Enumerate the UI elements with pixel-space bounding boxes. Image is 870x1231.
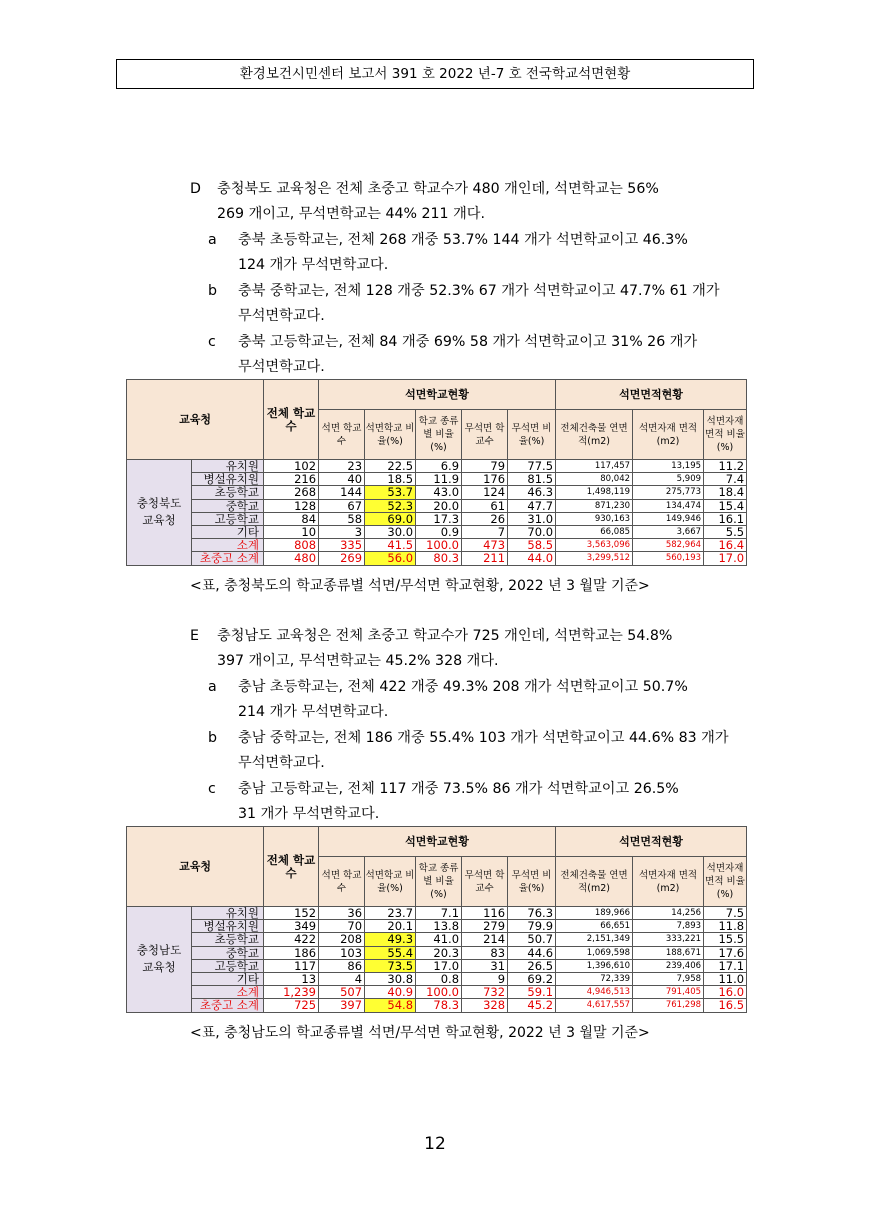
cell-asb-pct: 23.7 [365,907,416,920]
cell-non: 31 [462,959,508,972]
cell-total: 808 [264,539,319,552]
header-col: 무석면 비율(%) [508,857,556,907]
cell-asb: 23 [319,460,365,473]
category-cell: 기타 [192,526,264,539]
category-cell: 병설유치원 [192,920,264,933]
table-row [127,512,747,525]
cell-non: 9 [462,973,508,986]
header-asbestos-status: 석면학교현황 [319,827,556,857]
cell-non: 124 [462,486,508,499]
cell-type-pct: 0.9 [416,526,462,539]
cell-asb-area: 5,909 [633,473,704,486]
category-cell: 고등학교 [192,959,264,972]
table-row [127,486,747,499]
category-cell: 소계 [192,986,264,999]
cell-non: 116 [462,907,508,920]
chungbuk-table-caption: <표, 충청북도의 학교종류별 석면/무석면 학교현황, 2022 년 3 월말 기준> [190,578,650,594]
header-col: 석면자재 면적(m2) [633,410,704,460]
table-row [127,959,747,972]
header-edu-office: 교육청 [127,380,264,460]
cell-asb: 3 [319,526,365,539]
cell-asb: 397 [319,999,365,1012]
header-col: 석면 학교수 [319,857,365,907]
cell-type-pct: 17.3 [416,512,462,525]
section-d-item-b-marker: b [208,283,218,299]
cell-floor: 72,339 [556,973,633,986]
header-col: 학교 종류별 비율(%) [416,857,462,907]
cell-total: 725 [264,999,319,1012]
cell-asb-pct: 40.9 [365,986,416,999]
cell-type-pct: 100.0 [416,986,462,999]
table-row [127,907,747,920]
cell-non: 473 [462,539,508,552]
cell-asb-area: 188,671 [633,946,704,959]
cell-non-pct: 59.1 [508,986,556,999]
cell-floor: 871,230 [556,499,633,512]
cell-floor: 1,069,598 [556,946,633,959]
section-d-item-a-line1: 충북 초등학교는, 전체 268 개중 53.7% 144 개가 석면학교이고 46.3% [238,232,688,248]
cell-total: 349 [264,920,319,933]
region-cell [127,907,192,1013]
category-cell: 고등학교 [192,512,264,525]
header-asbestos-status: 석면학교현황 [319,380,556,410]
section-e-item-c-line2: 31 개가 무석면학교다. [238,806,380,822]
chungbuk-table [126,379,747,566]
section-d-line2: 269 개이고, 무석면학교는 44% 211 개다. [217,206,486,222]
header-col: 학교 종류별 비율(%) [416,410,462,460]
section-d-item-c-line2: 무석면학교다. [238,359,325,375]
cell-area-pct: 11.0 [704,973,747,986]
cell-asb: 36 [319,907,365,920]
cell-area-pct: 15.5 [704,933,747,946]
cell-asb-pct: 30.8 [365,973,416,986]
category-cell: 기타 [192,973,264,986]
header-col: 무석면 학교수 [462,857,508,907]
cell-asb: 67 [319,499,365,512]
cell-type-pct: 80.3 [416,552,462,565]
header-col: 석면자재 면적 비율(%) [704,857,747,907]
section-e-item-c-line1: 충남 고등학교는, 전체 117 개중 73.5% 86 개가 석면학교이고 26.5% [238,781,679,797]
page-number: 12 [424,1134,446,1154]
cell-non: 176 [462,473,508,486]
cell-type-pct: 20.3 [416,946,462,959]
cell-floor: 3,299,512 [556,552,633,565]
table-row [127,946,747,959]
section-e-item-c-marker: c [208,781,216,797]
header-col: 전체건축물 연면적(m2) [556,410,633,460]
cell-asb: 58 [319,512,365,525]
category-cell: 소계 [192,539,264,552]
table-row [127,539,747,552]
cell-non-pct: 47.7 [508,499,556,512]
cell-area-pct: 15.4 [704,499,747,512]
header-col: 석면자재 면적(m2) [633,857,704,907]
cell-asb-pct: 53.7 [365,486,416,499]
section-e-item-b-marker: b [208,730,218,746]
cell-area-pct: 17.1 [704,959,747,972]
cell-non: 61 [462,499,508,512]
table-row [127,460,747,473]
cell-floor: 930,163 [556,512,633,525]
cell-asb: 70 [319,920,365,933]
category-cell: 유치원 [192,460,264,473]
section-e-marker: E [190,628,199,644]
cell-asb-area: 7,958 [633,973,704,986]
category-cell: 초등학교 [192,486,264,499]
cell-asb-pct: 41.5 [365,539,416,552]
category-cell: 중학교 [192,499,264,512]
cell-asb-area: 239,406 [633,959,704,972]
section-e-item-b-line1: 충남 중학교는, 전체 186 개중 55.4% 103 개가 석면학교이고 44.6% 83 개가 [238,730,729,746]
cell-floor: 2,151,349 [556,933,633,946]
cell-area-pct: 7.5 [704,907,747,920]
cell-non: 211 [462,552,508,565]
cell-asb-pct: 20.1 [365,920,416,933]
category-cell: 병설유치원 [192,473,264,486]
cell-type-pct: 41.0 [416,933,462,946]
section-d-item-b-line1: 충북 중학교는, 전체 128 개중 52.3% 67 개가 석면학교이고 47.7% 61 개가 [238,283,720,299]
cell-asb-pct: 52.3 [365,499,416,512]
header-col: 석면학교 비율(%) [365,857,416,907]
cell-non-pct: 45.2 [508,999,556,1012]
table-row [127,986,747,999]
table-row [127,933,747,946]
section-e-line2: 397 개이고, 무석면학교는 45.2% 328 개다. [217,653,499,669]
header-total-schools: 전체 학교수 [264,827,319,907]
cell-floor: 4,946,513 [556,986,633,999]
cell-type-pct: 7.1 [416,907,462,920]
chungnam-table-caption: <표, 충청남도의 학교종류별 석면/무석면 학교현황, 2022 년 3 월말 기준> [190,1025,650,1041]
category-cell: 초등학교 [192,933,264,946]
cell-area-pct: 11.8 [704,920,747,933]
cell-floor: 189,966 [556,907,633,920]
cell-non-pct: 77.5 [508,460,556,473]
cell-total: 10 [264,526,319,539]
header-col: 석면자재 면적 비율(%) [704,410,747,460]
cell-total: 128 [264,499,319,512]
cell-non: 26 [462,512,508,525]
cell-type-pct: 13.8 [416,920,462,933]
table-row [127,999,747,1012]
cell-total: 13 [264,973,319,986]
header-col: 무석면 비율(%) [508,410,556,460]
section-d-marker: D [190,181,201,197]
cell-asb: 335 [319,539,365,552]
region-label: 충청남도 교육청 [136,943,182,975]
cell-asb-pct: 56.0 [365,552,416,565]
cell-non: 7 [462,526,508,539]
cell-floor: 1,396,610 [556,959,633,972]
cell-total: 422 [264,933,319,946]
cell-type-pct: 0.8 [416,973,462,986]
cell-non: 83 [462,946,508,959]
report-header: 환경보건시민센터 보고서 391 호 2022 년-7 호 전국학교석면현황 [116,59,754,89]
cell-asb-area: 13,195 [633,460,704,473]
cell-type-pct: 100.0 [416,539,462,552]
cell-area-pct: 5.5 [704,526,747,539]
table-row [127,473,747,486]
header-total-schools: 전체 학교수 [264,380,319,460]
cell-area-pct: 17.6 [704,946,747,959]
cell-asb-area: 14,256 [633,907,704,920]
chungnam-table [126,826,747,1013]
section-e-item-a-line2: 214 개가 무석면학교다. [238,704,389,720]
cell-asb-pct: 18.5 [365,473,416,486]
cell-non-pct: 70.0 [508,526,556,539]
cell-area-pct: 11.2 [704,460,747,473]
header-col: 전체건축물 연면적(m2) [556,857,633,907]
cell-asb-area: 791,405 [633,986,704,999]
cell-non-pct: 26.5 [508,959,556,972]
cell-asb: 208 [319,933,365,946]
cell-floor: 66,085 [556,526,633,539]
cell-type-pct: 78.3 [416,999,462,1012]
cell-non-pct: 69.2 [508,973,556,986]
cell-floor: 80,042 [556,473,633,486]
section-d-line1: 충청북도 교육청은 전체 초중고 학교수가 480 개인데, 석면학교는 56% [217,181,659,197]
cell-floor: 3,563,096 [556,539,633,552]
section-d-item-a-line2: 124 개가 무석면학교다. [238,257,389,273]
cell-asb-area: 582,964 [633,539,704,552]
cell-type-pct: 11.9 [416,473,462,486]
header-col: 석면학교 비율(%) [365,410,416,460]
cell-non: 732 [462,986,508,999]
cell-total: 117 [264,959,319,972]
cell-non-pct: 44.6 [508,946,556,959]
cell-area-pct: 16.0 [704,986,747,999]
cell-floor: 1,498,119 [556,486,633,499]
region-label: 충청북도 교육청 [136,496,182,528]
cell-asb-area: 275,773 [633,486,704,499]
region-cell [127,460,192,566]
cell-area-pct: 7.4 [704,473,747,486]
cell-asb: 144 [319,486,365,499]
cell-total: 186 [264,946,319,959]
cell-asb-pct: 55.4 [365,946,416,959]
cell-total: 84 [264,512,319,525]
section-d-item-c-line1: 충북 고등학교는, 전체 84 개중 69% 58 개가 석면학교이고 31% 26 개가 [238,334,698,350]
cell-total: 480 [264,552,319,565]
cell-asb-area: 149,946 [633,512,704,525]
cell-asb-area: 134,474 [633,499,704,512]
category-cell: 중학교 [192,946,264,959]
cell-non-pct: 81.5 [508,473,556,486]
cell-asb-pct: 30.0 [365,526,416,539]
cell-non: 79 [462,460,508,473]
cell-asb: 4 [319,973,365,986]
cell-area-pct: 17.0 [704,552,747,565]
cell-non-pct: 76.3 [508,907,556,920]
cell-asb-area: 761,298 [633,999,704,1012]
cell-non-pct: 31.0 [508,512,556,525]
cell-asb-pct: 54.8 [365,999,416,1012]
cell-type-pct: 20.0 [416,499,462,512]
cell-asb-pct: 49.3 [365,933,416,946]
section-e-item-a-line1: 충남 초등학교는, 전체 422 개중 49.3% 208 개가 석면학교이고 50.7% [238,679,688,695]
cell-total: 216 [264,473,319,486]
cell-non-pct: 46.3 [508,486,556,499]
cell-asb: 269 [319,552,365,565]
cell-type-pct: 43.0 [416,486,462,499]
table-row [127,499,747,512]
cell-floor: 66,651 [556,920,633,933]
header-col: 석면 학교수 [319,410,365,460]
section-d-item-c-marker: c [208,334,216,350]
header-asbestos-area: 석면면적현황 [556,827,747,857]
header-asbestos-area: 석면면적현황 [556,380,747,410]
cell-area-pct: 16.5 [704,999,747,1012]
cell-asb: 86 [319,959,365,972]
cell-type-pct: 17.0 [416,959,462,972]
header-edu-office: 교육청 [127,827,264,907]
section-e-line1: 충청남도 교육청은 전체 초중고 학교수가 725 개인데, 석면학교는 54.8% [217,628,673,644]
cell-non: 328 [462,999,508,1012]
cell-floor: 117,457 [556,460,633,473]
cell-non: 214 [462,933,508,946]
cell-type-pct: 6.9 [416,460,462,473]
cell-area-pct: 18.4 [704,486,747,499]
cell-area-pct: 16.1 [704,512,747,525]
category-cell: 초중고 소계 [192,552,264,565]
cell-asb-pct: 69.0 [365,512,416,525]
cell-asb-pct: 22.5 [365,460,416,473]
cell-asb-pct: 73.5 [365,959,416,972]
cell-asb: 507 [319,986,365,999]
category-cell: 초중고 소계 [192,999,264,1012]
cell-non-pct: 44.0 [508,552,556,565]
cell-total: 102 [264,460,319,473]
cell-asb: 40 [319,473,365,486]
section-e-item-b-line2: 무석면학교다. [238,755,325,771]
cell-non: 279 [462,920,508,933]
cell-total: 1,239 [264,986,319,999]
section-e-item-a-marker: a [208,679,217,695]
cell-floor: 4,617,557 [556,999,633,1012]
table-row [127,973,747,986]
cell-non-pct: 79.9 [508,920,556,933]
cell-non-pct: 50.7 [508,933,556,946]
category-cell: 유치원 [192,907,264,920]
cell-total: 152 [264,907,319,920]
section-d-item-b-line2: 무석면학교다. [238,308,325,324]
cell-asb-area: 333,221 [633,933,704,946]
cell-area-pct: 16.4 [704,539,747,552]
table-row [127,920,747,933]
cell-asb-area: 7,893 [633,920,704,933]
header-col: 무석면 학교수 [462,410,508,460]
table-row [127,552,747,565]
cell-asb-area: 3,667 [633,526,704,539]
cell-asb-area: 560,193 [633,552,704,565]
cell-non-pct: 58.5 [508,539,556,552]
section-d-item-a-marker: a [208,232,217,248]
cell-total: 268 [264,486,319,499]
table-row [127,526,747,539]
cell-asb: 103 [319,946,365,959]
